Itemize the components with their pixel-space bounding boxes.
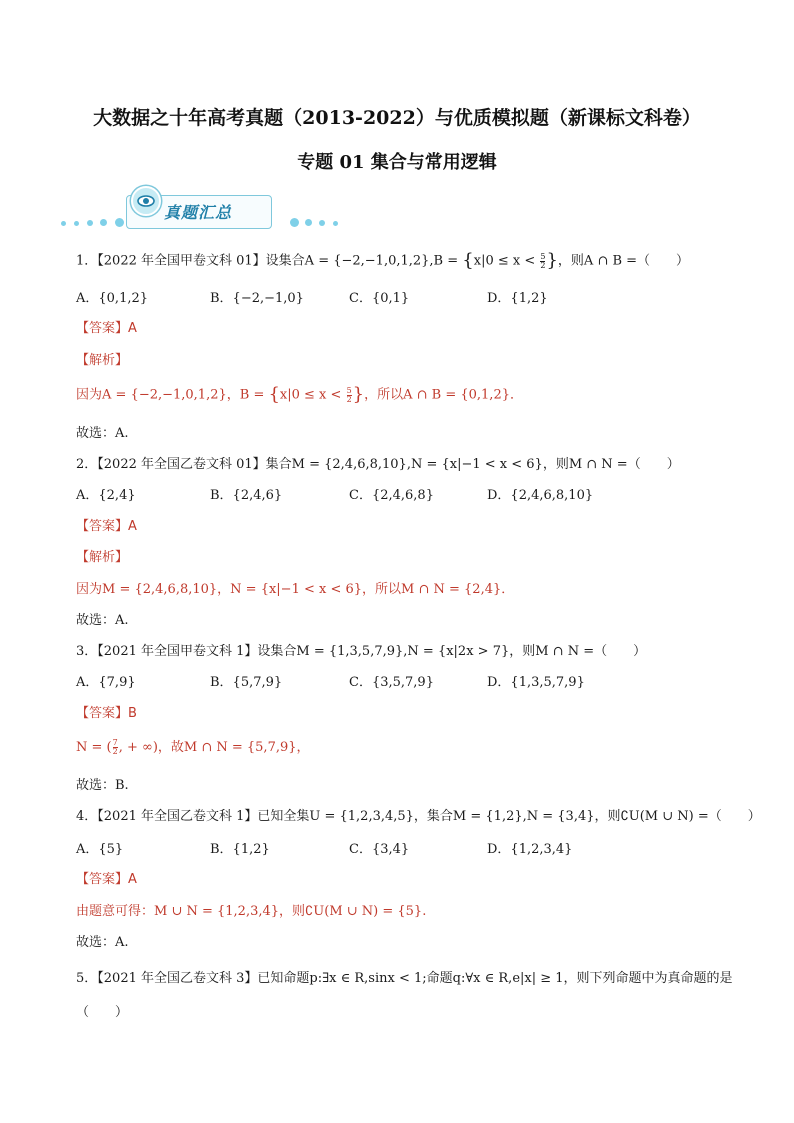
q1-stem: 1．【2022 年全国甲卷文科 01】设集合A = {−2,−1,0,1,2},B = {x|0 ≤ x < $\frac{5}{2}$ }，则A ∩ B =（ ） xyxy=(76,250,690,271)
decor-dot xyxy=(290,218,299,227)
decor-dot xyxy=(333,221,338,226)
decor-dot xyxy=(115,218,124,227)
q1-option-b: B．{−2,−1,0} xyxy=(210,291,304,306)
q1-choice: 故选：A. xyxy=(76,426,129,441)
q2-analysis-label: 【解析】 xyxy=(76,550,129,565)
q2-option-b: B．{2,4,6} xyxy=(210,488,283,503)
decor-dot xyxy=(319,220,325,226)
q4-choice: 故选：A. xyxy=(76,935,129,950)
q3-option-d: D．{1,3,5,7,9} xyxy=(487,675,585,690)
q2-stem: 2．【2022 年全国乙卷文科 01】集合M = {2,4,6,8,10},N = {x|−1 < x < 6}，则M ∩ N =（ ） xyxy=(76,457,680,472)
q3-option-a: A．{7,9} xyxy=(76,675,136,690)
decor-dot xyxy=(87,220,93,226)
page-title: 大数据之十年高考真题（2013-2022）与优质模拟题（新课标文科卷） xyxy=(93,107,701,129)
q3-answer: 【答案】B xyxy=(76,706,137,721)
decor-dot xyxy=(305,219,312,226)
q2-option-c: C．{2,4,6,8} xyxy=(349,488,434,503)
q1-option-a: A．{0,1,2} xyxy=(76,291,149,306)
q2-explanation: 因为M = {2,4,6,8,10}，N = {x|−1 < x < 6}，所以M ∩ N = {2,4}． xyxy=(76,582,515,597)
decor-dot xyxy=(61,221,66,226)
q5-stem-line2: （ ） xyxy=(76,1005,129,1020)
q4-stem: 4．【2021 年全国乙卷文科 1】已知全集U = {1,2,3,4,5}，集合M = {1,2},N = {3,4}，则∁U(M ∪ N) =（ ） xyxy=(76,809,761,824)
q1-explanation: 因为A = {−2,−1,0,1,2}，B = {x|0 ≤ x < $\frac{5}{2}$ }，所以A ∩ B = {0,1,2}． xyxy=(76,384,523,405)
q3-choice: 故选：B. xyxy=(76,778,129,793)
decor-dot xyxy=(74,221,79,226)
eye-icon xyxy=(131,186,161,216)
q3-stem: 3．【2021 年全国甲卷文科 1】设集合M = {1,3,5,7,9},N = {x|2x > 7}，则M ∩ N =（ ） xyxy=(76,644,647,659)
q2-answer: 【答案】A xyxy=(76,519,137,534)
decor-dot xyxy=(100,219,107,226)
q3-option-c: C．{3,5,7,9} xyxy=(349,675,434,690)
q4-answer: 【答案】A xyxy=(76,872,137,887)
q1-analysis-label: 【解析】 xyxy=(76,353,129,368)
q1-option-d: D．{1,2} xyxy=(487,291,548,306)
q2-option-a: A．{2,4} xyxy=(76,488,136,503)
q4-option-a: A．{5} xyxy=(76,842,124,857)
q5-stem: 5．【2021 年全国乙卷文科 3】已知命题p:∃x ∈ R,sinx < 1;命题q:∀x ∈ R,e|x| ≥ 1，则下列命题中为真命题的是 xyxy=(76,971,733,986)
q2-choice: 故选：A. xyxy=(76,613,129,628)
q4-explanation: 由题意可得：M ∪ N = {1,2,3,4}，则∁U(M ∪ N) = {5}. xyxy=(76,904,427,919)
q4-option-d: D．{1,2,3,4} xyxy=(487,842,573,857)
q1-answer: 【答案】A xyxy=(76,321,137,336)
page-subtitle: 专题 01 集合与常用逻辑 xyxy=(297,152,497,173)
banner-label: 真题汇总 xyxy=(164,203,233,222)
q4-option-b: B．{1,2} xyxy=(210,842,270,857)
q3-option-b: B．{5,7,9} xyxy=(210,675,283,690)
q2-option-d: D．{2,4,6,8,10} xyxy=(487,488,594,503)
q1-option-c: C．{0,1} xyxy=(349,291,410,306)
q3-explanation: N = ( $\frac{7}{2}$ , + ∞)，故M ∩ N = {5,7,9}， xyxy=(76,738,310,756)
q4-option-c: C．{3,4} xyxy=(349,842,410,857)
